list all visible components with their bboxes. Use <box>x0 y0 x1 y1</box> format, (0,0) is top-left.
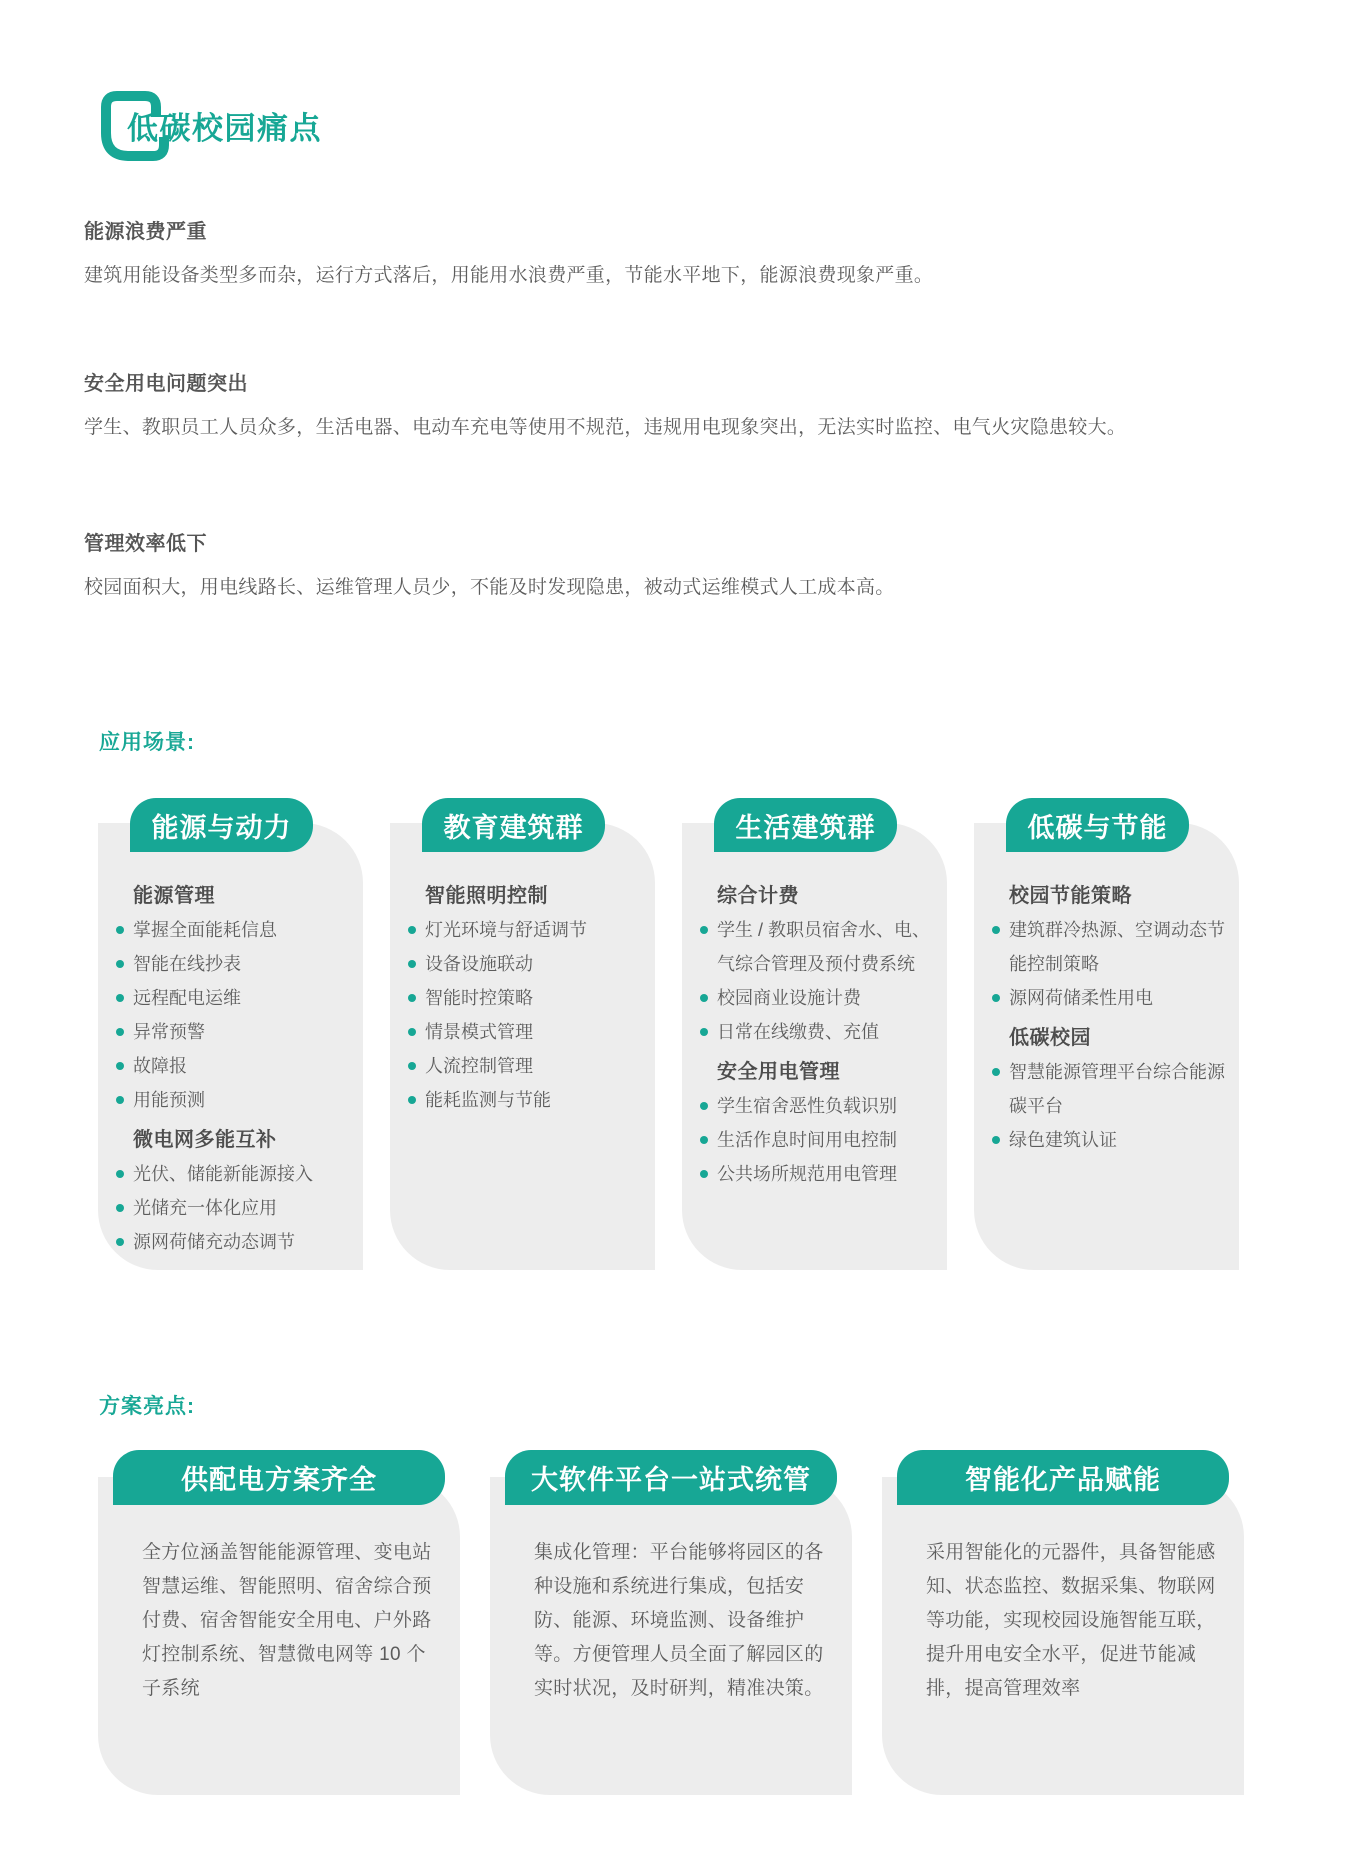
pain-point-section <box>84 367 1284 439</box>
bullet-item: 故障报 <box>133 1049 349 1083</box>
scenario-cards-row <box>98 798 1239 1270</box>
card-title-pill: 生活建筑群 <box>714 798 897 852</box>
pain-body: 学生、教职员工人员众多，生活电器、电动车充电等使用不规范，违规用电现象突出，无法实时监控、电气火灾隐患较大。 <box>84 417 1127 438</box>
bullet-item: 情景模式管理 <box>425 1015 641 1049</box>
card-body <box>974 823 1239 1270</box>
group-heading: 智能照明控制 <box>425 885 548 907</box>
pain-heading: 管理效率低下 <box>84 533 207 555</box>
card-body: 采用智能化的元器件，具备智能感知、状态监控、数据采集、物联网等功能，实现校园设施智能互联，提升用电安全水平，促进节能减排，提高管理效率 <box>882 1477 1244 1795</box>
group-heading: 校园节能策略 <box>1009 885 1132 907</box>
bullet-item: 异常预警 <box>133 1015 349 1049</box>
bullet-item: 建筑群冷热源、空调动态节能控制策略 <box>1009 913 1225 981</box>
bullet-item: 智慧能源管理平台综合能源碳平台 <box>1009 1055 1225 1123</box>
card-title-pill: 大软件平台一站式统管 <box>505 1450 837 1505</box>
scenario-card-living-buildings <box>682 798 947 1270</box>
bullet-item: 光伏、储能新能源接入 <box>133 1157 349 1191</box>
bullet-item: 用能预测 <box>133 1083 349 1117</box>
card-body <box>682 823 947 1270</box>
pain-heading: 能源浪费严重 <box>84 221 207 243</box>
card-body <box>390 823 655 1270</box>
card-title-pill: 教育建筑群 <box>422 798 605 852</box>
bullet-item: 日常在线缴费、充值 <box>717 1015 933 1049</box>
group-heading: 低碳校园 <box>1009 1027 1091 1049</box>
card-title-pill: 智能化产品赋能 <box>897 1450 1229 1505</box>
bullet-item: 能耗监测与节能 <box>425 1083 641 1117</box>
card-group <box>133 1123 349 1259</box>
card-group <box>1009 1021 1225 1157</box>
card-body: 全方位涵盖智能能源管理、变电站智慧运维、智能照明、宿舍综合预付费、宿舍智能安全用电、户外路灯控制系统、智慧微电网等 10 个子系统 <box>98 1477 460 1795</box>
bullet-item: 生活作息时间用电控制 <box>717 1123 933 1157</box>
bullet-item: 远程配电运维 <box>133 981 349 1015</box>
highlight-card-intelligent-products <box>882 1450 1244 1795</box>
bullet-item: 学生 / 教职员宿舍水、电、气综合管理及预付费系统 <box>717 913 933 981</box>
bullet-item: 人流控制管理 <box>425 1049 641 1083</box>
bullet-item: 学生宿舍恶性负载识别 <box>717 1089 933 1123</box>
bullet-item: 光储充一体化应用 <box>133 1191 349 1225</box>
bullet-item: 智能时控策略 <box>425 981 641 1015</box>
highlight-card-software-platform <box>490 1450 852 1795</box>
page-title: 低碳校园痛点 <box>127 111 322 146</box>
card-group <box>717 1055 933 1191</box>
bullet-item: 绿色建筑认证 <box>1009 1123 1225 1157</box>
pain-heading: 安全用电问题突出 <box>84 373 248 395</box>
bullet-item: 设备设施联动 <box>425 947 641 981</box>
section-label-highlights: 方案亮点: <box>99 1395 195 1418</box>
bullet-item: 智能在线抄表 <box>133 947 349 981</box>
pain-body: 校园面积大，用电线路长、运维管理人员少，不能及时发现隐患，被动式运维模式人工成本高。 <box>84 577 895 598</box>
card-group <box>133 879 349 1117</box>
highlight-cards-row <box>98 1450 1244 1795</box>
card-group <box>425 879 641 1117</box>
card-title-pill: 能源与动力 <box>130 798 313 852</box>
group-heading: 综合计费 <box>717 885 799 907</box>
group-heading: 能源管理 <box>133 885 215 907</box>
group-heading: 安全用电管理 <box>717 1061 840 1083</box>
pain-body: 建筑用能设备类型多而杂，运行方式落后，用能用水浪费严重，节能水平地下，能源浪费现象严重。 <box>84 265 934 286</box>
bullet-item: 灯光环境与舒适调节 <box>425 913 641 947</box>
card-title-pill: 低碳与节能 <box>1006 798 1189 852</box>
scenario-card-education-buildings <box>390 798 655 1270</box>
scenario-card-low-carbon <box>974 798 1239 1270</box>
scenario-card-energy-power <box>98 798 363 1270</box>
bullet-item: 源网荷储充动态调节 <box>133 1225 349 1259</box>
pain-point-section <box>84 215 1284 287</box>
pain-point-section <box>84 527 1284 599</box>
bullet-item: 公共场所规范用电管理 <box>717 1157 933 1191</box>
group-heading: 微电网多能互补 <box>133 1129 277 1151</box>
card-body: 集成化管理：平台能够将园区的各种设施和系统进行集成，包括安防、能源、环境监测、设备维护等。方便管理人员全面了解园区的实时状况，及时研判，精准决策。 <box>490 1477 852 1795</box>
card-group <box>1009 879 1225 1015</box>
card-body <box>98 823 363 1270</box>
card-title-pill: 供配电方案齐全 <box>113 1450 445 1505</box>
bullet-item: 源网荷储柔性用电 <box>1009 981 1225 1015</box>
bullet-item: 掌握全面能耗信息 <box>133 913 349 947</box>
highlight-card-power-distribution <box>98 1450 460 1795</box>
section-label-scenarios: 应用场景: <box>99 731 195 754</box>
card-group <box>717 879 933 1049</box>
bullet-item: 校园商业设施计费 <box>717 981 933 1015</box>
